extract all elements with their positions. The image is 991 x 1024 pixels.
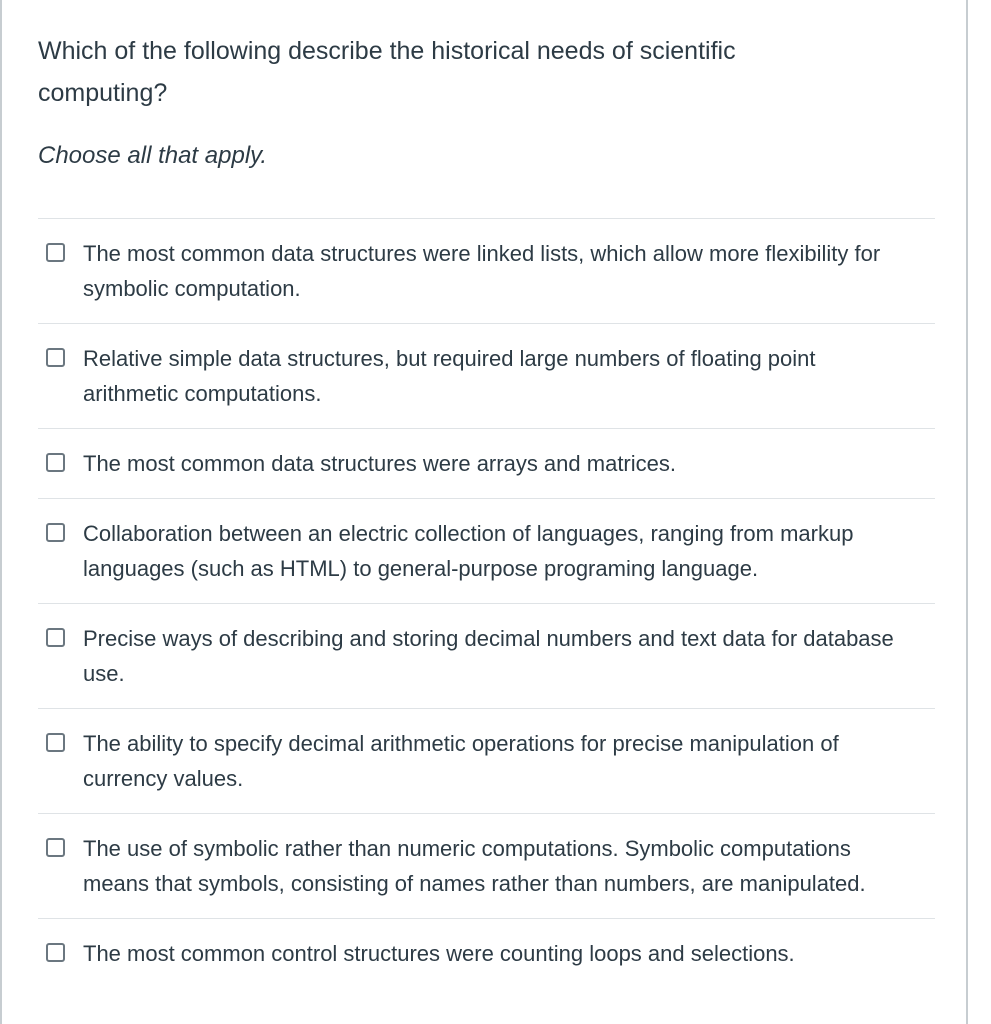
answer-label[interactable]: The use of symbolic rather than numeric computations. Symbolic computations means that symbols, consisting of names rather than numbers, are manipulated. xyxy=(83,836,866,896)
answer-option-3[interactable] xyxy=(38,429,935,499)
answer-option-1[interactable] xyxy=(38,219,935,324)
answer-label[interactable]: The most common control structures were counting loops and selections. xyxy=(83,941,795,966)
answer-label[interactable]: Collaboration between an electric collection of languages, ranging from markup languages (such as HTML) to general-purpose programing language. xyxy=(83,521,854,581)
checkbox-icon[interactable] xyxy=(46,243,65,262)
answer-option-6[interactable] xyxy=(38,709,935,814)
checkbox-icon[interactable] xyxy=(46,733,65,752)
answer-list xyxy=(38,218,935,988)
answer-label[interactable]: Precise ways of describing and storing decimal numbers and text data for database use. xyxy=(83,626,894,686)
question-text: Which of the following describe the historical needs of scientific computing? xyxy=(38,37,736,107)
answer-label[interactable]: The most common data structures were arrays and matrices. xyxy=(83,451,676,476)
answer-label[interactable]: The most common data structures were linked lists, which allow more flexibility for symbolic computation. xyxy=(83,241,881,301)
checkbox-icon[interactable] xyxy=(46,523,65,542)
answer-label[interactable]: The ability to specify decimal arithmetic operations for precise manipulation of currency values. xyxy=(83,731,839,791)
question-header xyxy=(38,30,918,174)
answer-option-4[interactable] xyxy=(38,499,935,604)
answer-option-7[interactable] xyxy=(38,814,935,919)
answer-option-5[interactable] xyxy=(38,604,935,709)
answer-label[interactable]: Relative simple data structures, but required large numbers of floating point arithmetic computations. xyxy=(83,346,816,406)
answer-option-8[interactable] xyxy=(38,919,935,988)
question-hint: Choose all that apply. xyxy=(38,142,268,169)
checkbox-icon[interactable] xyxy=(46,453,65,472)
answer-option-2[interactable] xyxy=(38,324,935,429)
checkbox-icon[interactable] xyxy=(46,348,65,367)
checkbox-icon[interactable] xyxy=(46,943,65,962)
checkbox-icon[interactable] xyxy=(46,838,65,857)
checkbox-icon[interactable] xyxy=(46,628,65,647)
